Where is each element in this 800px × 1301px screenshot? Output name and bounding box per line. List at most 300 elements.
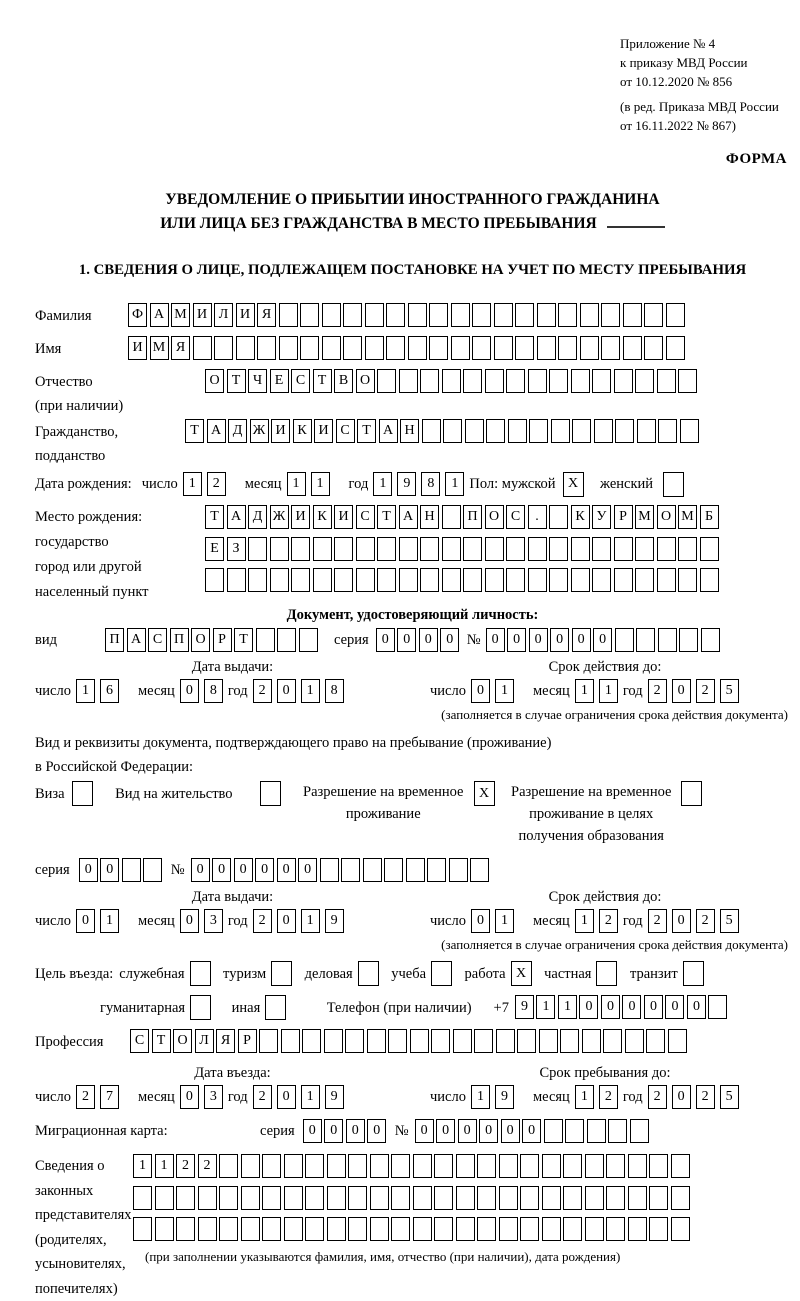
char-cell[interactable] [377,568,396,592]
char-cell[interactable] [537,303,556,327]
char-cell[interactable]: О [205,369,224,393]
char-cell[interactable] [155,1217,174,1241]
char-cell[interactable] [614,369,633,393]
char-cell[interactable] [485,568,504,592]
char-cell[interactable] [615,628,634,652]
char-cell[interactable] [434,1217,453,1241]
char-cell[interactable] [657,568,676,592]
char-cell[interactable] [508,419,527,443]
char-cell[interactable]: 5 [720,1085,739,1109]
char-cell[interactable] [377,369,396,393]
char-cell[interactable] [324,1029,343,1053]
char-cell[interactable]: 0 [436,1119,455,1143]
char-cell[interactable]: Т [234,628,253,652]
char-cell[interactable] [528,537,547,561]
char-cell[interactable]: А [207,419,226,443]
char-cell[interactable] [365,336,384,360]
char-cell[interactable]: О [485,505,504,529]
char-cell[interactable] [456,1217,475,1241]
char-cell[interactable] [155,1186,174,1210]
entry-year-cells[interactable] [253,1085,349,1109]
char-cell[interactable]: О [657,505,676,529]
char-cell[interactable] [256,628,275,652]
char-cell[interactable]: 8 [421,472,440,496]
char-cell[interactable] [542,1154,561,1178]
char-cell[interactable] [348,1186,367,1210]
char-cell[interactable] [563,1186,582,1210]
char-cell[interactable] [384,858,403,882]
char-cell[interactable] [334,537,353,561]
char-cell[interactable] [305,1217,324,1241]
char-cell[interactable] [628,1186,647,1210]
char-cell[interactable] [320,858,339,882]
permit-valid-month-cells[interactable] [575,909,623,933]
char-cell[interactable] [549,369,568,393]
passport-series-cells[interactable] [376,628,462,652]
char-cell[interactable]: 6 [100,679,119,703]
passport-valid-month-cells[interactable] [575,679,623,703]
char-cell[interactable]: 1 [445,472,464,496]
char-cell[interactable]: Т [357,419,376,443]
residence-permit-checkbox[interactable] [260,781,284,806]
char-cell[interactable]: 2 [696,909,715,933]
char-cell[interactable] [422,419,441,443]
char-cell[interactable] [343,303,362,327]
char-cell[interactable] [506,568,525,592]
char-cell[interactable]: 3 [204,1085,223,1109]
char-cell[interactable] [299,628,318,652]
char-cell[interactable] [370,1186,389,1210]
char-cell[interactable] [635,537,654,561]
char-cell[interactable] [499,1217,518,1241]
char-cell[interactable]: 1 [575,679,594,703]
char-cell[interactable]: 2 [253,909,272,933]
char-cell[interactable]: 2 [253,1085,272,1109]
temp-residence-edu-checkbox[interactable] [681,781,705,806]
char-cell[interactable]: И [314,419,333,443]
char-cell[interactable] [463,568,482,592]
birth-place-cells-2[interactable] [205,537,721,561]
char-cell[interactable]: К [571,505,590,529]
char-cell[interactable] [592,537,611,561]
char-cell[interactable]: 0 [191,858,210,882]
char-cell[interactable]: М [635,505,654,529]
migcard-number-cells[interactable] [415,1119,652,1143]
char-cell[interactable]: 0 [376,628,395,652]
char-cell[interactable] [657,369,676,393]
permit-series-cells[interactable] [79,858,165,882]
char-cell[interactable]: 2 [76,1085,95,1109]
char-cell[interactable] [506,369,525,393]
char-cell[interactable]: С [506,505,525,529]
char-cell[interactable] [592,568,611,592]
char-cell[interactable] [585,1154,604,1178]
char-cell[interactable] [291,568,310,592]
visa-checkbox[interactable] [72,781,96,806]
char-cell[interactable] [365,303,384,327]
char-cell[interactable] [408,336,427,360]
char-cell[interactable]: З [227,537,246,561]
char-cell[interactable]: 1 [100,909,119,933]
char-cell[interactable] [442,537,461,561]
char-cell[interactable] [176,1217,195,1241]
char-cell[interactable] [367,1029,386,1053]
char-cell[interactable]: 0 [180,679,199,703]
char-cell[interactable] [571,537,590,561]
char-cell[interactable] [474,1029,493,1053]
permit-valid-day-cells[interactable] [471,909,519,933]
char-cell[interactable] [214,336,233,360]
char-cell[interactable] [623,336,642,360]
char-cell[interactable] [327,1186,346,1210]
purpose-study-checkbox[interactable] [431,961,455,986]
char-cell[interactable]: 1 [301,679,320,703]
char-cell[interactable] [658,628,677,652]
passport-issue-month-cells[interactable] [180,679,228,703]
char-cell[interactable]: К [313,505,332,529]
char-cell[interactable] [658,419,677,443]
char-cell[interactable]: 1 [495,909,514,933]
purpose-tourism-checkbox[interactable] [271,961,295,986]
char-cell[interactable] [582,1029,601,1053]
char-cell[interactable] [363,858,382,882]
char-cell[interactable]: М [150,336,169,360]
permit-issue-month-cells[interactable] [180,909,228,933]
char-cell[interactable] [499,1154,518,1178]
char-cell[interactable] [560,1029,579,1053]
char-cell[interactable] [420,568,439,592]
purpose-work-checkbox[interactable] [511,961,535,986]
entry-day-cells[interactable] [76,1085,124,1109]
char-cell[interactable] [580,303,599,327]
char-cell[interactable]: С [130,1029,149,1053]
char-cell[interactable]: Т [185,419,204,443]
birth-place-cells-1[interactable] [205,505,721,529]
char-cell[interactable] [205,568,224,592]
char-cell[interactable] [334,568,353,592]
char-cell[interactable] [343,336,362,360]
char-cell[interactable]: 0 [298,858,317,882]
char-cell[interactable] [305,1186,324,1210]
char-cell[interactable] [277,628,296,652]
char-cell[interactable] [386,336,405,360]
char-cell[interactable] [678,369,697,393]
male-checkbox[interactable] [563,472,587,497]
stay-year-cells[interactable] [648,1085,744,1109]
char-cell[interactable]: О [191,628,210,652]
char-cell[interactable] [539,1029,558,1053]
surname-cells[interactable] [128,303,687,327]
permit-issue-year-cells[interactable] [253,909,349,933]
char-cell[interactable] [413,1217,432,1241]
char-cell[interactable]: Н [420,505,439,529]
char-cell[interactable]: 0 [601,995,620,1019]
char-cell[interactable] [486,419,505,443]
char-cell[interactable]: 0 [303,1119,322,1143]
char-cell[interactable]: Ж [270,505,289,529]
char-cell[interactable] [313,537,332,561]
char-cell[interactable] [671,1217,690,1241]
char-cell[interactable] [630,1119,649,1143]
char-cell[interactable]: 2 [253,679,272,703]
char-cell[interactable]: 0 [324,1119,343,1143]
char-cell[interactable] [678,537,697,561]
char-cell[interactable]: 5 [720,909,739,933]
char-cell[interactable] [341,858,360,882]
char-cell[interactable]: К [293,419,312,443]
char-cell[interactable]: А [127,628,146,652]
char-cell[interactable]: 2 [696,1085,715,1109]
char-cell[interactable] [322,336,341,360]
char-cell[interactable] [465,419,484,443]
purpose-business-checkbox[interactable] [358,961,382,986]
char-cell[interactable] [356,568,375,592]
char-cell[interactable]: 1 [301,909,320,933]
char-cell[interactable]: П [170,628,189,652]
char-cell[interactable]: 1 [575,1085,594,1109]
char-cell[interactable]: С [336,419,355,443]
char-cell[interactable] [615,419,634,443]
char-cell[interactable]: 2 [648,1085,667,1109]
char-cell[interactable]: М [171,303,190,327]
char-cell[interactable] [391,1154,410,1178]
permit-issue-day-cells[interactable] [76,909,124,933]
char-cell[interactable] [542,1186,561,1210]
char-cell[interactable]: Я [257,303,276,327]
char-cell[interactable]: 7 [100,1085,119,1109]
char-cell[interactable]: 2 [648,909,667,933]
char-cell[interactable] [485,537,504,561]
char-cell[interactable] [442,568,461,592]
char-cell[interactable]: 1 [155,1154,174,1178]
char-cell[interactable]: 2 [648,679,667,703]
char-cell[interactable] [668,1029,687,1053]
char-cell[interactable] [399,568,418,592]
char-cell[interactable] [410,1029,429,1053]
char-cell[interactable] [515,303,534,327]
char-cell[interactable]: Р [614,505,633,529]
legal-reps-cells-1[interactable] [133,1154,692,1178]
char-cell[interactable] [666,336,685,360]
char-cell[interactable] [681,781,702,806]
char-cell[interactable]: 9 [325,909,344,933]
char-cell[interactable] [279,303,298,327]
char-cell[interactable] [406,858,425,882]
char-cell[interactable] [198,1217,217,1241]
char-cell[interactable]: 1 [575,909,594,933]
permit-number-cells[interactable] [191,858,492,882]
char-cell[interactable] [133,1217,152,1241]
char-cell[interactable]: 0 [79,858,98,882]
char-cell[interactable] [259,1029,278,1053]
char-cell[interactable] [193,336,212,360]
char-cell[interactable] [551,419,570,443]
char-cell[interactable]: С [356,505,375,529]
char-cell[interactable] [515,336,534,360]
char-cell[interactable] [241,1154,260,1178]
char-cell[interactable]: 1 [301,1085,320,1109]
char-cell[interactable] [549,505,568,529]
char-cell[interactable] [485,369,504,393]
passport-valid-day-cells[interactable] [471,679,519,703]
purpose-private-checkbox[interactable] [596,961,620,986]
char-cell[interactable] [345,1029,364,1053]
char-cell[interactable] [451,303,470,327]
char-cell[interactable]: 0 [277,679,296,703]
char-cell[interactable] [625,1029,644,1053]
char-cell[interactable]: 0 [419,628,438,652]
char-cell[interactable] [176,1186,195,1210]
char-cell[interactable] [644,336,663,360]
char-cell[interactable]: 0 [180,1085,199,1109]
char-cell[interactable]: 0 [471,679,490,703]
char-cell[interactable] [388,1029,407,1053]
char-cell[interactable] [592,369,611,393]
char-cell[interactable]: Е [205,537,224,561]
char-cell[interactable] [663,472,684,497]
char-cell[interactable] [528,568,547,592]
char-cell[interactable] [260,781,281,806]
char-cell[interactable] [477,1217,496,1241]
female-checkbox[interactable] [663,472,687,497]
char-cell[interactable]: 1 [183,472,202,496]
char-cell[interactable]: И [334,505,353,529]
char-cell[interactable] [271,961,292,986]
char-cell[interactable] [603,1029,622,1053]
char-cell[interactable] [572,419,591,443]
char-cell[interactable] [386,303,405,327]
char-cell[interactable] [472,303,491,327]
char-cell[interactable]: Л [214,303,233,327]
char-cell[interactable] [408,303,427,327]
char-cell[interactable] [671,1154,690,1178]
char-cell[interactable]: 0 [507,628,526,652]
char-cell[interactable] [463,537,482,561]
char-cell[interactable]: С [291,369,310,393]
char-cell[interactable]: 0 [255,858,274,882]
char-cell[interactable]: 0 [180,909,199,933]
char-cell[interactable]: Ж [250,419,269,443]
char-cell[interactable] [587,1119,606,1143]
char-cell[interactable] [708,995,727,1019]
char-cell[interactable]: 1 [373,472,392,496]
char-cell[interactable]: Р [238,1029,257,1053]
char-cell[interactable] [700,537,719,561]
entry-month-cells[interactable] [180,1085,228,1109]
char-cell[interactable]: С [148,628,167,652]
char-cell[interactable] [241,1217,260,1241]
purpose-transit-checkbox[interactable] [683,961,707,986]
char-cell[interactable] [327,1217,346,1241]
char-cell[interactable]: А [227,505,246,529]
char-cell[interactable] [300,303,319,327]
char-cell[interactable]: 0 [346,1119,365,1143]
char-cell[interactable] [666,303,685,327]
char-cell[interactable]: 1 [76,679,95,703]
char-cell[interactable]: 0 [212,858,231,882]
char-cell[interactable]: 0 [572,628,591,652]
char-cell[interactable]: Т [377,505,396,529]
char-cell[interactable]: 9 [515,995,534,1019]
char-cell[interactable] [646,1029,665,1053]
char-cell[interactable] [453,1029,472,1053]
char-cell[interactable] [399,537,418,561]
char-cell[interactable] [520,1217,539,1241]
char-cell[interactable] [262,1186,281,1210]
char-cell[interactable] [542,1217,561,1241]
char-cell[interactable]: Т [313,369,332,393]
char-cell[interactable] [122,858,141,882]
char-cell[interactable] [284,1154,303,1178]
permit-valid-year-cells[interactable] [648,909,744,933]
char-cell[interactable] [558,336,577,360]
char-cell[interactable]: Р [213,628,232,652]
char-cell[interactable]: М [678,505,697,529]
char-cell[interactable]: 0 [665,995,684,1019]
char-cell[interactable] [701,628,720,652]
char-cell[interactable]: 0 [672,1085,691,1109]
char-cell[interactable] [537,336,556,360]
char-cell[interactable]: X [511,961,532,986]
char-cell[interactable]: Е [270,369,289,393]
citizenship-cells[interactable] [185,419,701,443]
purpose-official-checkbox[interactable] [190,961,214,986]
char-cell[interactable]: 0 [672,909,691,933]
phone-cells[interactable] [515,995,730,1019]
char-cell[interactable] [678,568,697,592]
char-cell[interactable]: 0 [622,995,641,1019]
char-cell[interactable] [143,858,162,882]
char-cell[interactable]: 0 [234,858,253,882]
char-cell[interactable]: 0 [277,1085,296,1109]
char-cell[interactable] [549,568,568,592]
char-cell[interactable] [442,505,461,529]
temp-residence-checkbox[interactable] [474,781,498,806]
char-cell[interactable] [358,961,379,986]
char-cell[interactable] [241,1186,260,1210]
char-cell[interactable] [528,369,547,393]
char-cell[interactable] [601,303,620,327]
char-cell[interactable] [671,1186,690,1210]
char-cell[interactable] [494,303,513,327]
char-cell[interactable] [443,419,462,443]
passport-valid-year-cells[interactable] [648,679,744,703]
patronymic-cells[interactable] [205,369,700,393]
char-cell[interactable]: И [193,303,212,327]
char-cell[interactable] [608,1119,627,1143]
char-cell[interactable] [494,336,513,360]
char-cell[interactable]: В [334,369,353,393]
char-cell[interactable]: 2 [599,909,618,933]
char-cell[interactable] [558,303,577,327]
char-cell[interactable]: 1 [133,1154,152,1178]
char-cell[interactable]: 0 [367,1119,386,1143]
char-cell[interactable] [420,537,439,561]
char-cell[interactable] [628,1154,647,1178]
char-cell[interactable]: Л [195,1029,214,1053]
char-cell[interactable] [635,568,654,592]
char-cell[interactable]: Т [227,369,246,393]
char-cell[interactable]: 0 [672,679,691,703]
char-cell[interactable] [305,1154,324,1178]
char-cell[interactable] [391,1186,410,1210]
char-cell[interactable]: 0 [522,1119,541,1143]
char-cell[interactable] [506,537,525,561]
given-name-cells[interactable] [128,336,687,360]
char-cell[interactable] [257,336,276,360]
char-cell[interactable] [451,336,470,360]
char-cell[interactable]: 2 [198,1154,217,1178]
